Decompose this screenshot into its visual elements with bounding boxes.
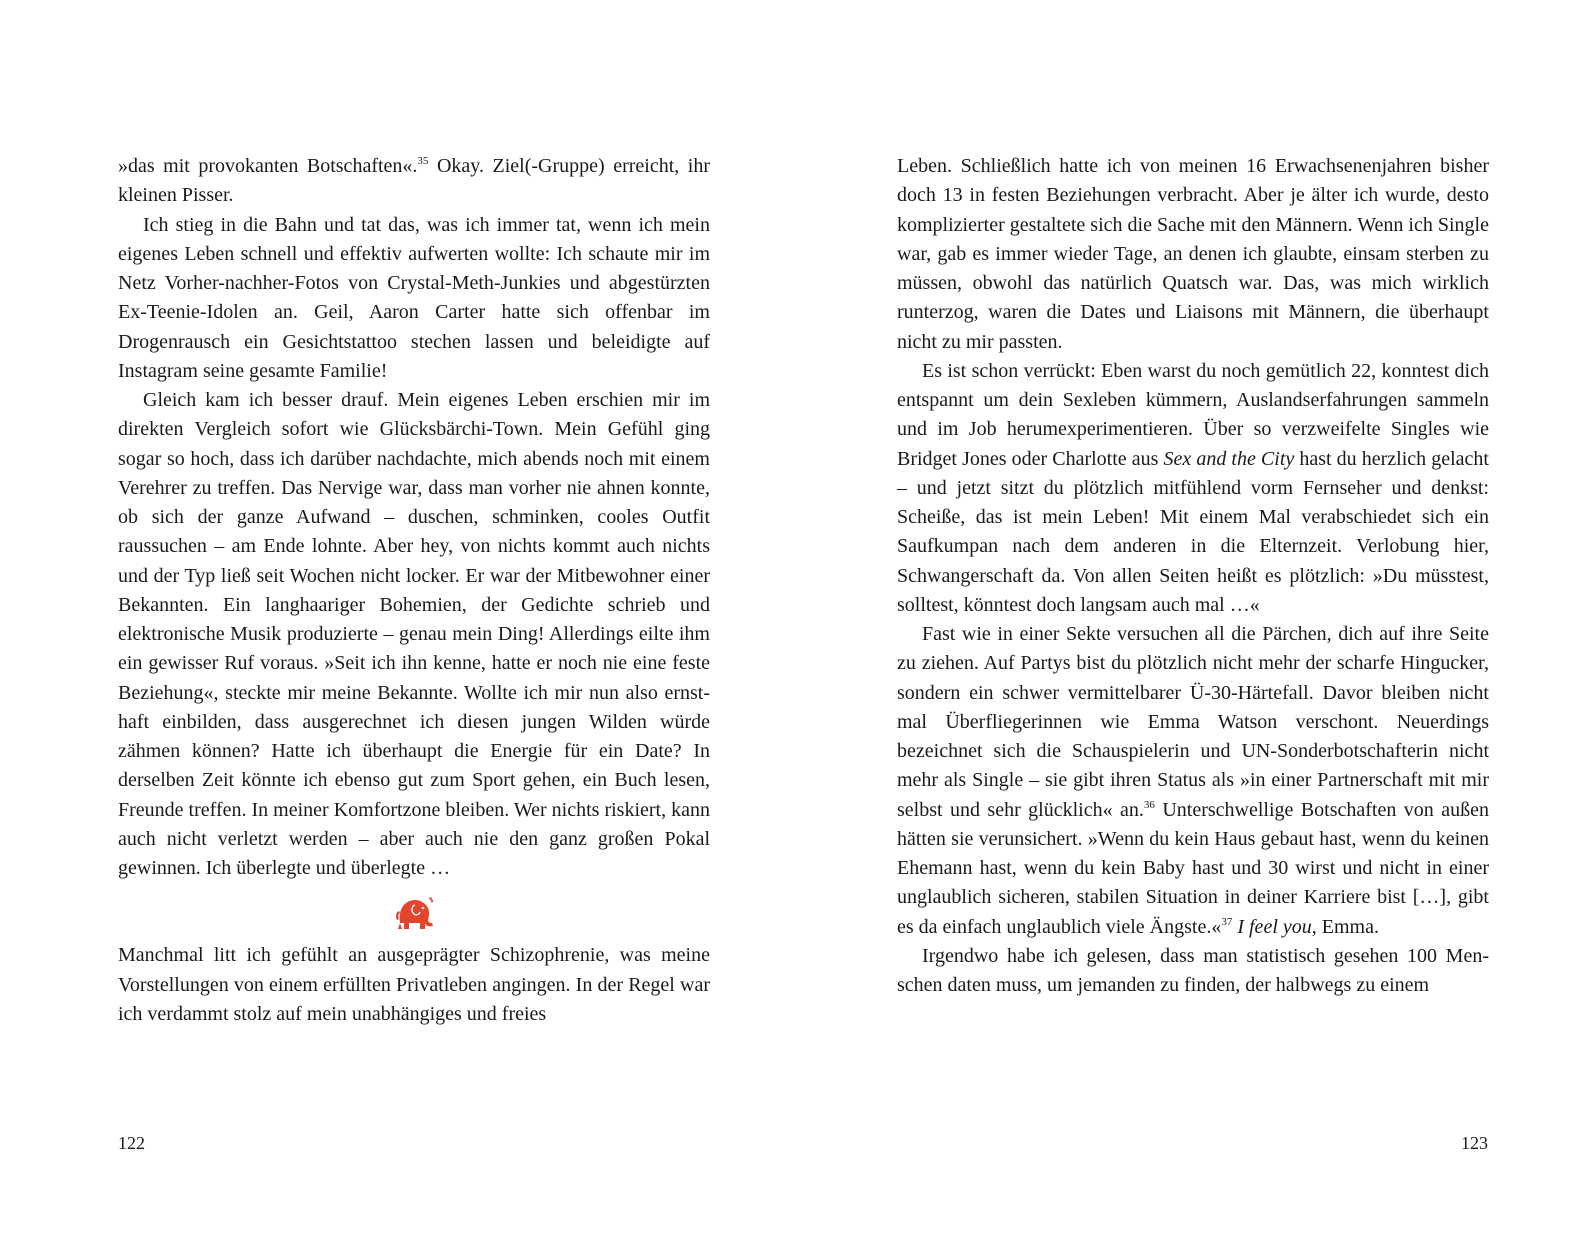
paragraph bbox=[897, 357, 1489, 620]
paragraph-text: Okay. Ziel(-Gruppe) erreicht, ihr kleinen Pisser. bbox=[118, 155, 710, 207]
paragraph: Manchmal litt ich gefühlt an ausgeprägter Schizophrenie, was meine Vorstellungen von einem erfüllten Privatleben angingen. In der Regel war ich verdammt stolz auf mein unabhängiges und freies bbox=[118, 944, 710, 1025]
paragraph-text: Unterschwellige Botschaften von außen hätten sie verunsichert. »Wenn du kein Haus gebaut hast, wenn du keinen Ehemann hast, wenn du kein Baby hast und 30 wirst und nicht in einer unglaublich sicheren, stabilen Situation in deiner Karriere bist […], gibt es da einfach unglaublich viele Ängste.« bbox=[897, 798, 1489, 938]
paragraph: Irgendwo habe ich gelesen, dass man statistisch gesehen 100 Menschen daten muss, um jemanden zu finden, der halbwegs zu einem bbox=[897, 944, 1489, 996]
section-ornament bbox=[118, 883, 710, 941]
footnote-marker: 35 bbox=[417, 155, 429, 167]
page-number-right: 123 bbox=[1461, 1133, 1488, 1153]
elephant-icon bbox=[393, 893, 435, 931]
page-number-left: 122 bbox=[118, 1133, 145, 1153]
paragraph-text: Es ist schon verrückt: Eben warst du noch gemütlich 22, konntest dich entspannt um dein Sexleben kümmern, Auslandserfahrungen sammeln und im Job herumexperimentieren. Über so verzweifelte Singles wie Bridget Jones oder Charlotte aus bbox=[897, 359, 1489, 470]
paragraph-text: Fast wie in einer Sekte versuchen all die Pärchen, dich auf ihre Seite zu ziehen. Auf Partys bist du plötzlich nicht mehr der scharfe Hingucker, sondern ein schwer vermittelbarer Ü-30-Härtefall. Davor bleiben nicht mal Überfliegerinnen wie Emma Watson verschont. Neuerdings bezeichnet sich die Schauspielerin und UN-Sonderbotschafterin nicht mehr als Single – sie gibt ihren Status als »in einer Partnerschaft mit mir selbst und sehr glücklich« an. bbox=[897, 623, 1489, 821]
paragraph: Gleich kam ich besser drauf. Mein eigenes Leben erschien mir im direkten Vergleich sofort wie Glücksbärchi-Town. Mein Gefühl ging sogar so hoch, dass ich darüber nachdachte, mich abends noch mit einem Verehrer zu treffen. Das Nervige war, dass man vorher nie ahnen konnte, ob sich der ganze Aufwand – duschen, schminken, cooles Outfit raussuchen – am Ende lohnte. Aber hey, von nichts kommt auch nichts und der Typ ließ seit Wochen nicht locker. Er war der Mitbewohner einer Bekannten. Ein langhaariger Bohemien, der Gedichte schrieb und elektronische Musik produzierte – genau mein Ding! Allerdings eilte ihm ein gewisser Ruf voraus. »Seit ich ihn kenne, hatte er noch nie eine feste Beziehung«, steckte mir meine Bekannte. Wollte ich mir nun also ernsthaft einbilden, dass ausgerechnet ich diesen jungen Wilden würde zähmen können? Hatte ich überhaupt die Energie für ein Date? In derselben Zeit könnte ich ebenso gut zum Sport gehen, ein Buch lesen, Freunde treffen. In meiner Komfortzone bleiben. Wer nichts riskiert, kann auch nicht verletzt werden – aber auch nie den ganz großen Pokal gewinnen. Ich überlegte und überlegte … bbox=[118, 389, 710, 879]
paragraph bbox=[897, 620, 1489, 942]
paragraph bbox=[118, 152, 710, 211]
paragraph: Ich stieg in die Bahn und tat das, was ich immer tat, wenn ich mein eigenes Leben schnell und effektiv aufwerten wollte: Ich schaute mir im Netz Vorher-nachher-Fotos von Crystal-Meth-Junkies und abgestürzten Ex-Teenie-Idolen an. Geil, Aaron Carter hatte sich offenbar im Drogenrausch ein Gesichtstattoo stechen lassen und beleidigte auf Instagram seine gesamte Familie! bbox=[118, 213, 710, 382]
right-page bbox=[897, 152, 1489, 1000]
left-page bbox=[118, 152, 710, 1029]
paragraph-text: »das mit provokanten Botschaften«. bbox=[118, 155, 418, 177]
footnote-marker: 37 bbox=[1221, 915, 1233, 928]
italic-title: Sex and the City bbox=[1163, 447, 1295, 470]
italic-phrase: I feel you, bbox=[1232, 915, 1317, 938]
paragraph: Leben. Schließlich hatte ich von meinen 16 Erwachsenenjahren bisher doch 13 in festen Beziehungen verbracht. Aber je älter ich wurde, desto komplizierter gestaltete sich die Sache mit den Männern. Wenn ich Single war, gab es immer wieder Tage, an denen ich glaubte, einsam sterben zu müssen, obwohl das natürlich Quatsch war. Das, was mich wirklich runterzog, waren die Dates und Liaisons mit Männern, die überhaupt nicht zu mir passten. bbox=[897, 155, 1489, 353]
paragraph-text: Emma. bbox=[1316, 915, 1379, 938]
paragraph-text: hast du herzlich gelacht – und jetzt sitzt du plötzlich mitfühlend vorm Fernseher und denkst: Scheiße, das ist mein Leben! Mit einem Mal verabschiedet sich ein Saufkumpan nach dem anderen in die Elternzeit. Verlobung hier, Schwangerschaft da. Von allen Seiten heißt es plötzlich: »Du müsstest, solltest, könntest doch langsam auch mal …« bbox=[897, 447, 1489, 616]
footnote-marker: 36 bbox=[1143, 798, 1155, 811]
